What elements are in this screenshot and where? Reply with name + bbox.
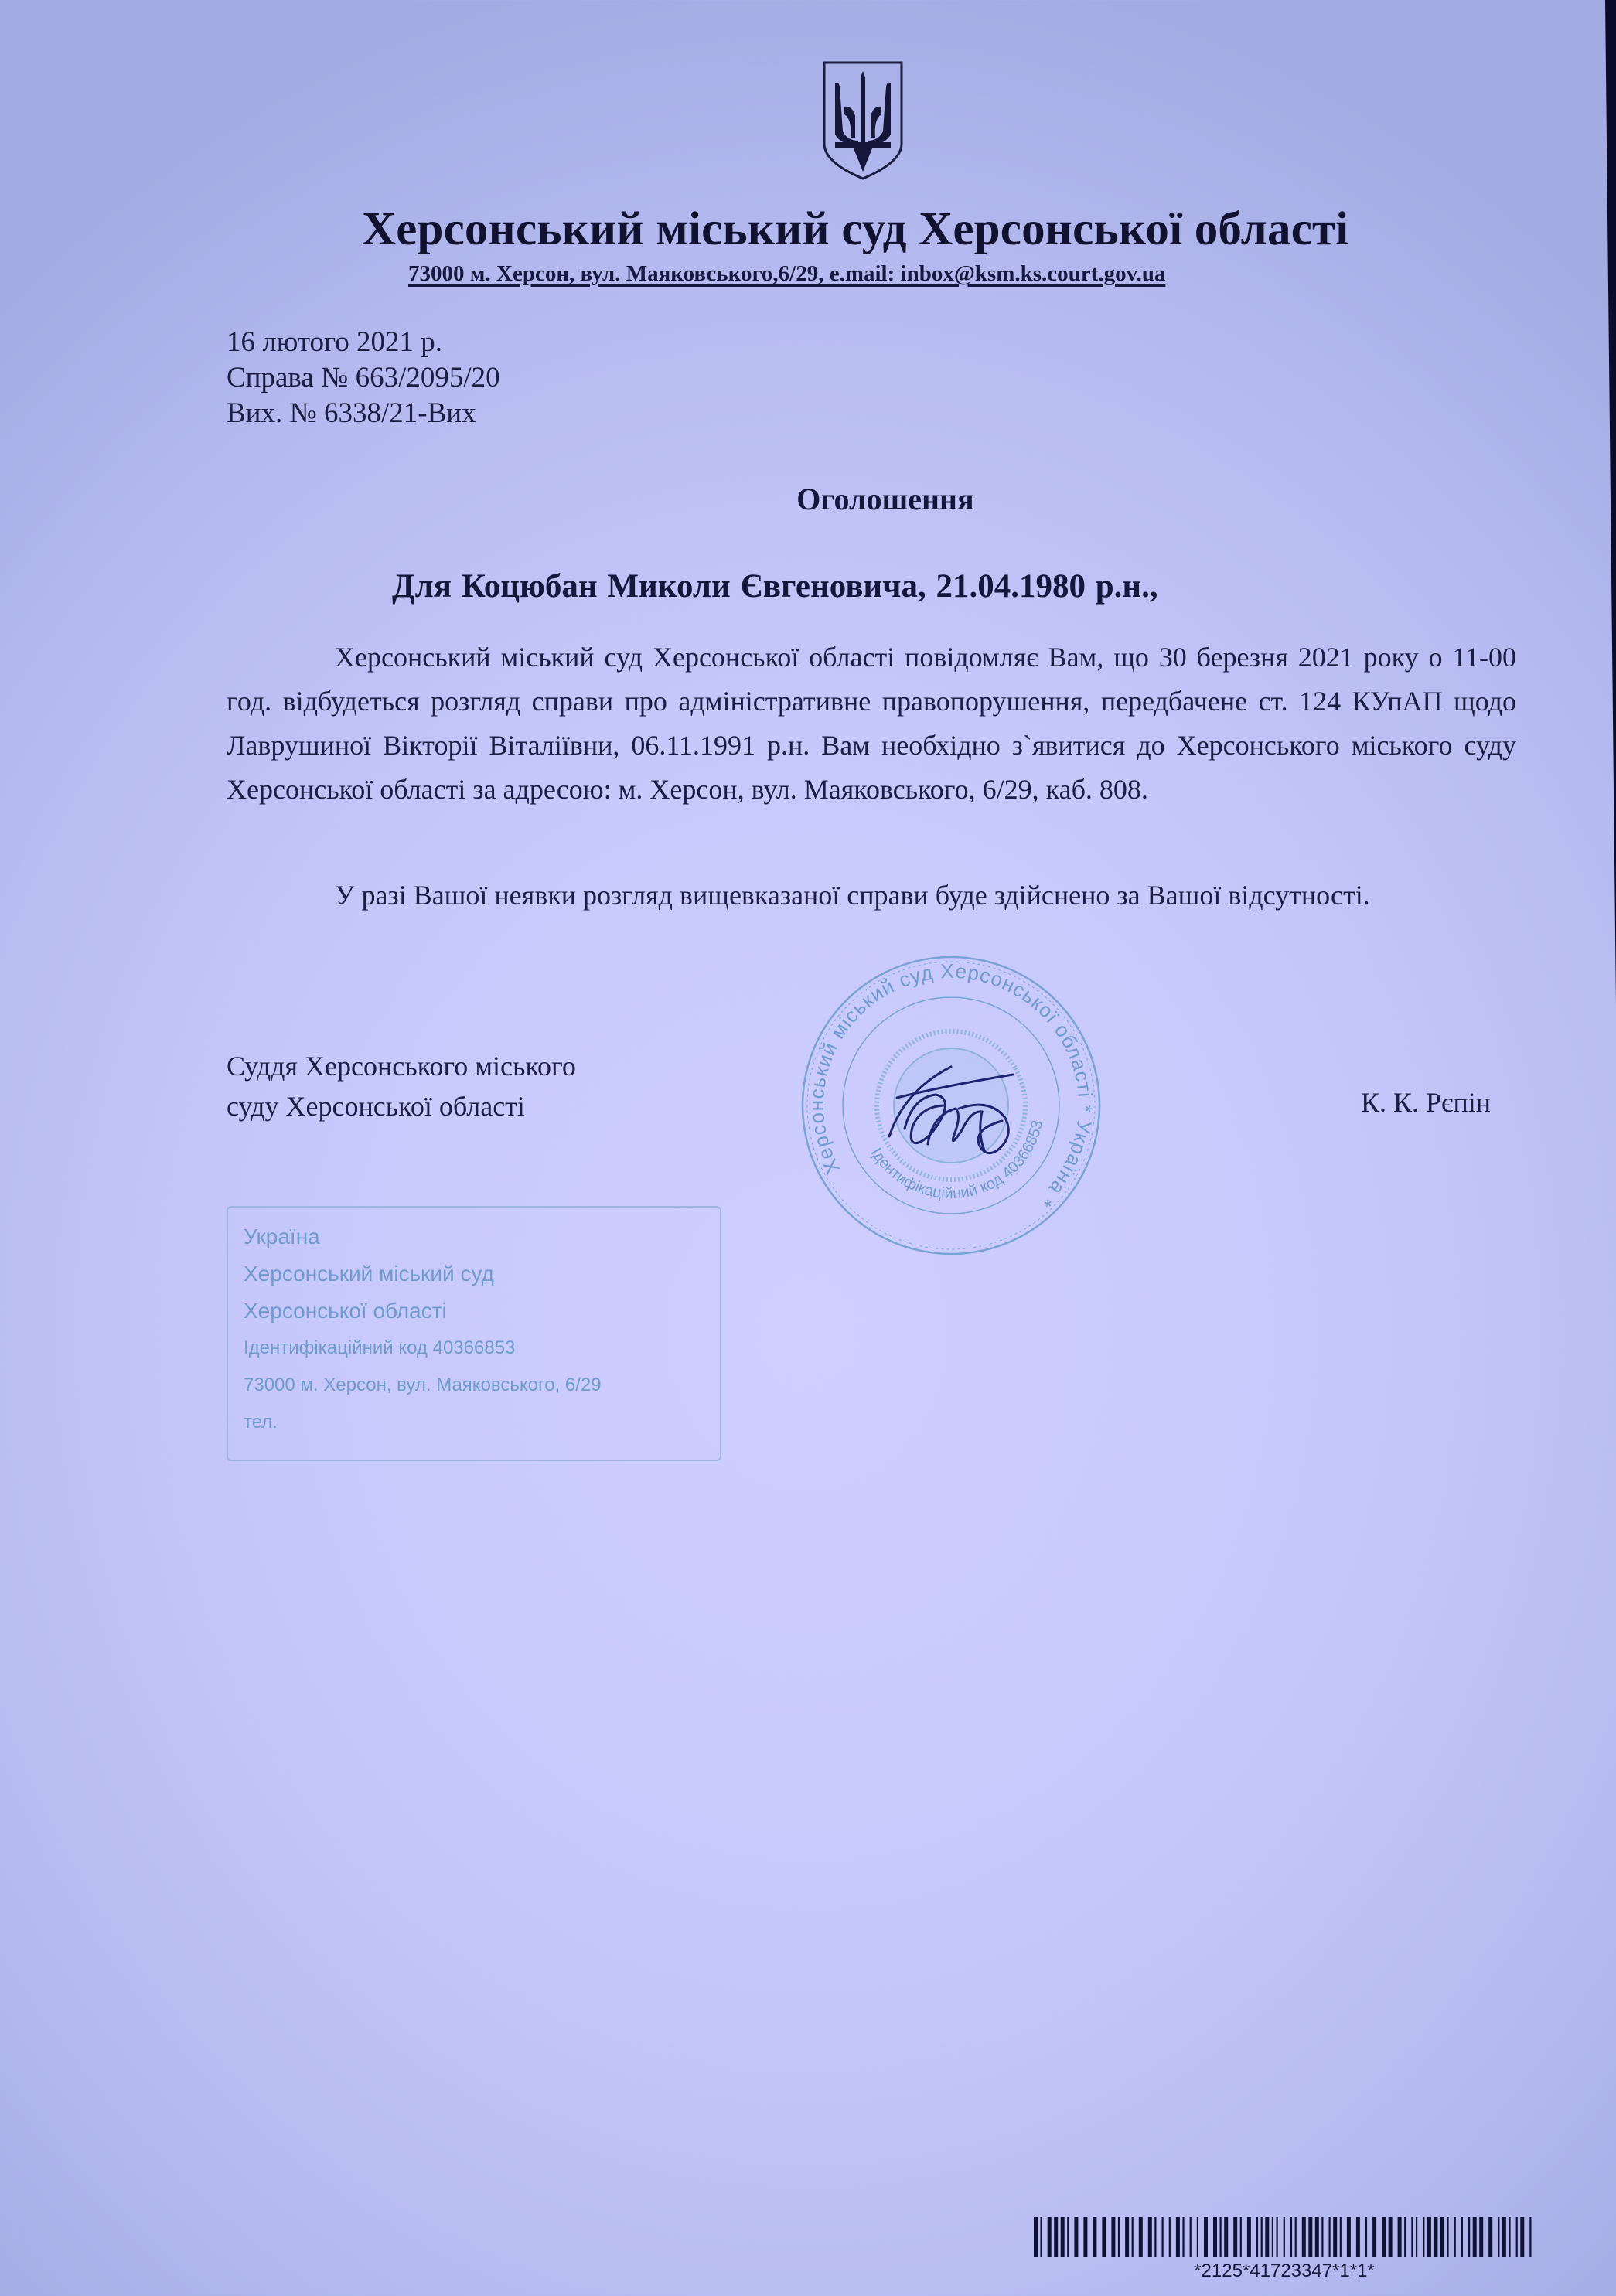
barcode-bar [1139, 2217, 1143, 2257]
judge-position [227, 1046, 576, 1126]
barcode-bar [1118, 2217, 1120, 2257]
stamp-line: Україна [244, 1225, 320, 1248]
barcode-bar [1111, 2217, 1115, 2257]
barcode-bar [1372, 2217, 1376, 2257]
seal-outer-text: Херсонський міський суд Херсонської області * Україна * [804, 959, 1098, 1213]
stamp-line: Херсонської області [244, 1299, 447, 1323]
barcode-bar [1315, 2217, 1319, 2257]
notice-heading: Оголошення [796, 482, 974, 516]
judge-name: К. К. Рєпін [1361, 1087, 1492, 1118]
barcode-bar [1520, 2217, 1524, 2257]
barcode-bar [1102, 2217, 1106, 2257]
court-title: Херсонський міський суд Херсонської області [362, 203, 1349, 255]
notice-paragraph: У разі Вашої неявки розгляд вищевказаної справи буде здійснено за Вашої відсутності. [335, 880, 1370, 911]
barcode-bar [1041, 2217, 1042, 2257]
barcode-bar [1434, 2217, 1437, 2257]
barcode-bar [1488, 2217, 1492, 2257]
barcode-bar [1061, 2217, 1065, 2257]
barcode-bar [1093, 2217, 1096, 2257]
barcode-bar [1176, 2217, 1180, 2257]
barcode-bar [1479, 2217, 1483, 2257]
barcode-bar [1329, 2217, 1331, 2257]
barcode-bar [1074, 2217, 1078, 2257]
barcode-bar [1169, 2217, 1171, 2257]
judge-position-line: суду Херсонської області [227, 1091, 525, 1122]
notice-addressee: Для Коцюбан Миколи Євгеновича, 21.04.1980 р.н., [392, 568, 1158, 605]
barcode-bar [1067, 2217, 1069, 2257]
barcode-bar [1125, 2217, 1129, 2257]
barcode-bar [1148, 2217, 1152, 2257]
stamp-line: Херсонський міський суд [244, 1262, 494, 1286]
stamp-line: 73000 м. Херсон, вул. Маяковського, 6/29 [244, 1375, 602, 1395]
court-address: 73000 м. Херсон, вул. Маяковського,6/29, e.mail: inbox@ksm.ks.court.gov.ua [408, 261, 1166, 286]
document-date: 16 лютого 2021 р. [227, 326, 443, 358]
barcode-bar [1240, 2217, 1242, 2257]
barcode-bar [1356, 2217, 1360, 2257]
barcode-bar [1398, 2217, 1402, 2257]
notice-paragraph: Херсонський міський суд Херсонської області повідомляє Вам, що 30 березня 2021 року о 11-00 год. відбудеться розгляд справи про адміністративне правопорушення, передбачене ст. 124 КУпАП щодо Лаврушиної Вікторії Віталіївни, 06.11.1991 р.н. Вам необхідно з`явитися до Херсонського міського суду Херсонської області за адресою: м. Херсон, вул. Маяковського, 6/29, каб. 808. [227, 642, 1516, 805]
case-number: Справа № 663/2095/20 [227, 362, 500, 393]
barcode-bar [1461, 2217, 1463, 2257]
barcode-text: *2125*41723347*1*1* [1194, 2260, 1375, 2281]
barcode-bar [1440, 2217, 1444, 2257]
barcode-bar [1340, 2217, 1342, 2257]
barcode-bar [1162, 2217, 1164, 2257]
barcode-bar [1427, 2217, 1431, 2257]
barcode-bar [1034, 2217, 1038, 2257]
barcode-bar [1256, 2217, 1258, 2257]
barcode-bar [1190, 2217, 1192, 2257]
barcode-bar [1411, 2217, 1413, 2257]
barcode-bar [1265, 2217, 1269, 2257]
barcode-bar [1502, 2217, 1506, 2257]
barcode-bar [1272, 2217, 1273, 2257]
barcode-bar [1389, 2217, 1393, 2257]
barcode [1032, 2217, 1536, 2257]
document-meta [227, 325, 500, 431]
barcode-bar [1247, 2217, 1251, 2257]
barcode-bar [1224, 2217, 1228, 2257]
stamp-line: тел. [244, 1412, 278, 1432]
barcode-bar [1204, 2217, 1208, 2257]
barcode-bar [1302, 2217, 1306, 2257]
judge-signature [881, 1044, 1021, 1167]
registration-stamp [227, 1206, 721, 1461]
judge-position-line: Суддя Херсонського міського [227, 1051, 576, 1082]
barcode-bar [1473, 2217, 1477, 2257]
seal-inner-text: Ідентифікаційний код 40366853 [867, 1119, 1047, 1203]
barcode-bar [1382, 2217, 1386, 2257]
barcode-bar [1516, 2217, 1518, 2257]
outgoing-number: Вих. № 6338/21-Вих [227, 397, 476, 429]
barcode-bar [1333, 2217, 1337, 2257]
barcode-bar [1233, 2217, 1237, 2257]
barcode-bar [1468, 2217, 1470, 2257]
barcode-bar [1423, 2217, 1424, 2257]
barcode-bar [1321, 2217, 1323, 2257]
barcode-bar [1447, 2217, 1448, 2257]
barcode-bar [1213, 2217, 1217, 2257]
barcode-bar [1295, 2217, 1297, 2257]
barcode-bar [1416, 2217, 1417, 2257]
barcode-bar [1132, 2217, 1134, 2257]
barcode-bar [1220, 2217, 1222, 2257]
barcode-bar [1154, 2217, 1156, 2257]
barcode-bar [1365, 2217, 1367, 2257]
barcode-bar [1308, 2217, 1312, 2257]
barcode-bar [1182, 2217, 1184, 2257]
barcode-bar [1284, 2217, 1285, 2257]
barcode-bar [1083, 2217, 1087, 2257]
barcode-bar [1261, 2217, 1263, 2257]
barcode-bar [1404, 2217, 1406, 2257]
barcode-bar [1529, 2217, 1531, 2257]
barcode-bar [1290, 2217, 1292, 2257]
barcode-bar [1454, 2217, 1456, 2257]
barcode-bar [1197, 2217, 1198, 2257]
barcode-bar [1347, 2217, 1351, 2257]
barcode-bar [1048, 2217, 1052, 2257]
trident-icon [821, 60, 905, 181]
barcode-bar [1498, 2217, 1499, 2257]
barcode-bar [1509, 2217, 1510, 2257]
barcode-bar [1277, 2217, 1278, 2257]
barcode-bar [1054, 2217, 1058, 2257]
stamp-line: Ідентифікаційний код 40366853 [244, 1337, 516, 1358]
